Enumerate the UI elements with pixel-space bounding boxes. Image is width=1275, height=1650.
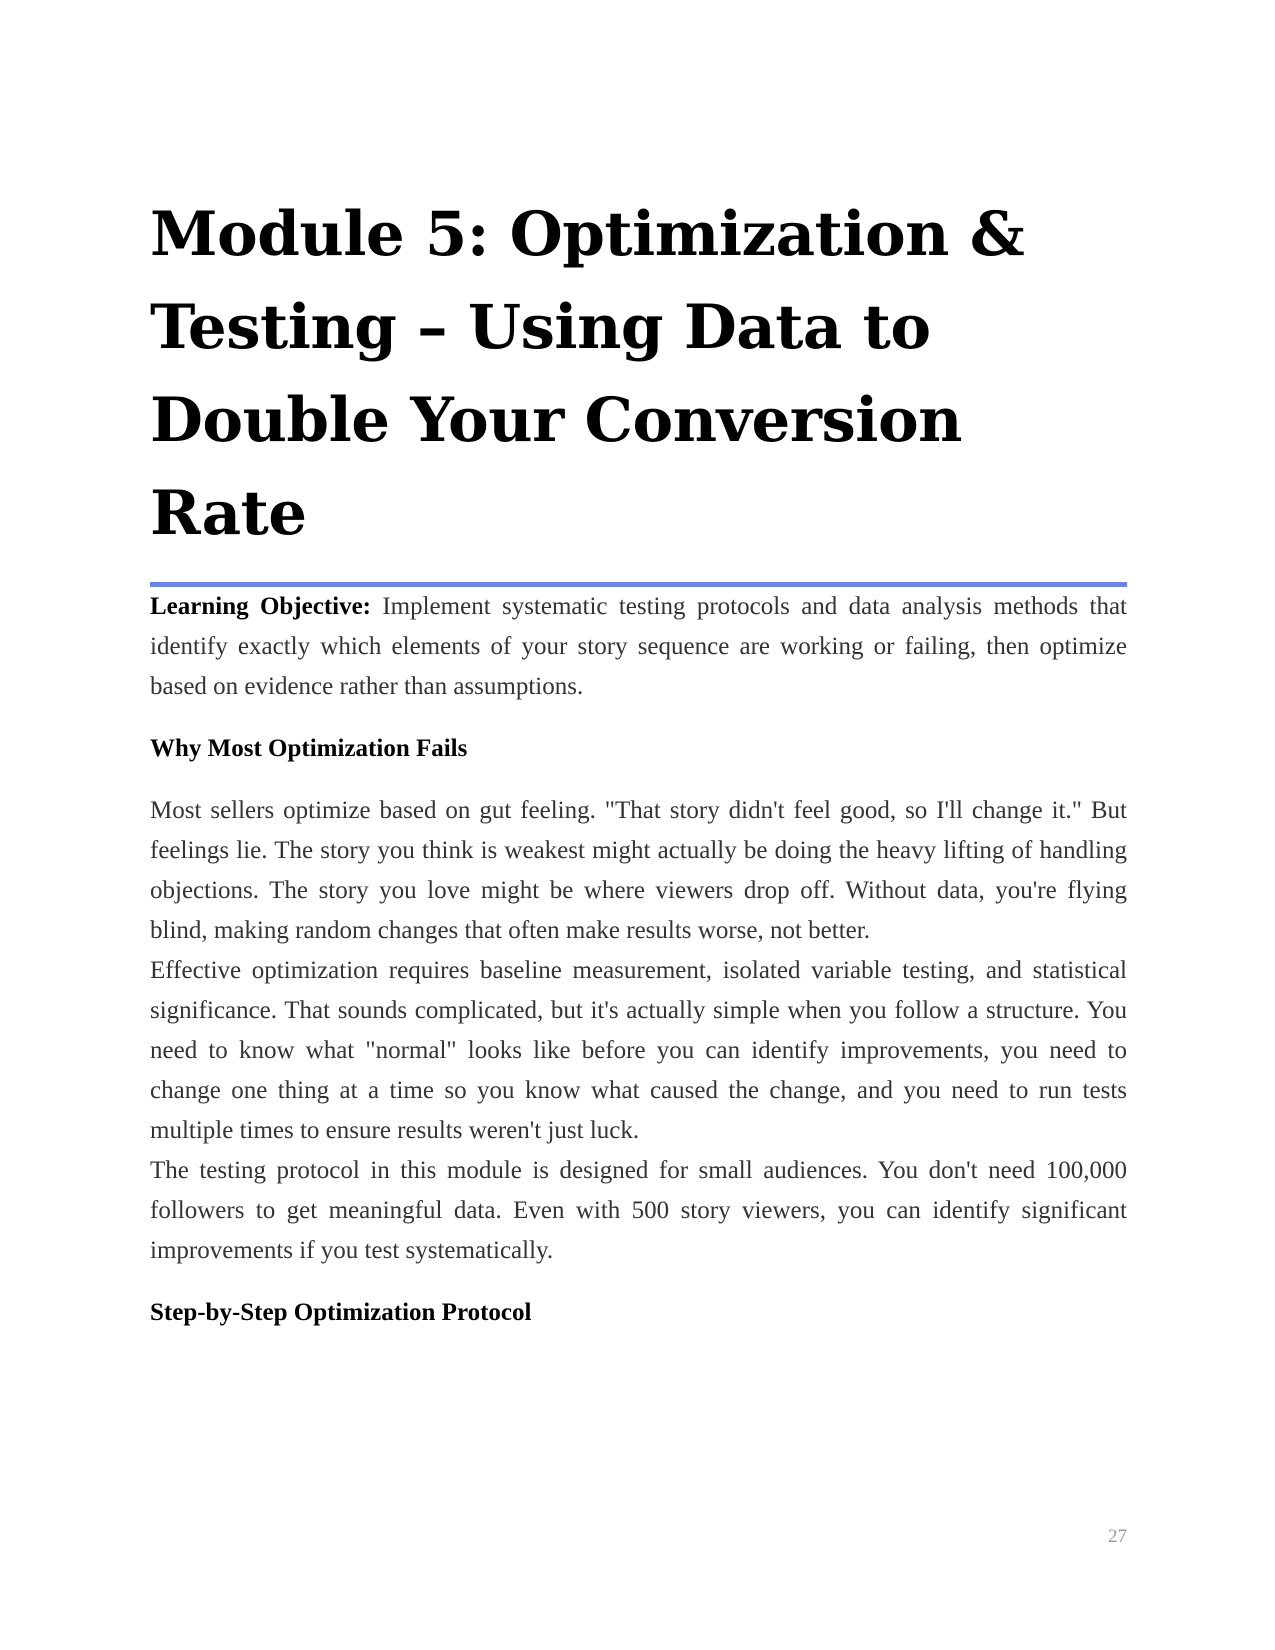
paragraph: The testing protocol in this module is designed for small audiences. You don't need 100,000 followers to get meaningful data. Even with 500 story viewers, you can identify significant improvements if you test systematically. — [150, 1157, 1127, 1264]
section-heading: Why Most Optimization Fails — [150, 735, 468, 762]
page-number: 27 — [1108, 1526, 1127, 1547]
learning-objective — [150, 587, 1127, 707]
page-content — [150, 188, 1127, 1355]
module-title: Module 5: Optimization & Testing – Using Data to Double Your Conversion Rate — [150, 199, 1025, 549]
paragraph: Effective optimization requires baseline measurement, isolated variable testing, and statistical significance. That sounds complicated, but it's actually simple when you follow a structure. You need to know what "normal" looks like before you can identify improvements, you need to change one thing at a time so you know what caused the change, and you need to run tests multiple times to ensure results weren't just luck. — [150, 957, 1127, 1144]
section-heading: Step-by-Step Optimization Protocol — [150, 1299, 532, 1326]
learning-objective-label: Learning Objective: — [150, 593, 372, 620]
paragraph: Most sellers optimize based on gut feeling. "That story didn't feel good, so I'll change it." But feelings lie. The story you think is weakest might actually be doing the heavy lifting of handling objections. The story you love might be where viewers drop off. Without data, you're flying blind, making random changes that often make results worse, not better. — [150, 797, 1127, 944]
learning-objective-text: Implement systematic testing protocols and data analysis methods that identify exactly which elements of your story sequence are working or failing, then optimize based on evidence rather than assumptions. — [150, 593, 1127, 700]
